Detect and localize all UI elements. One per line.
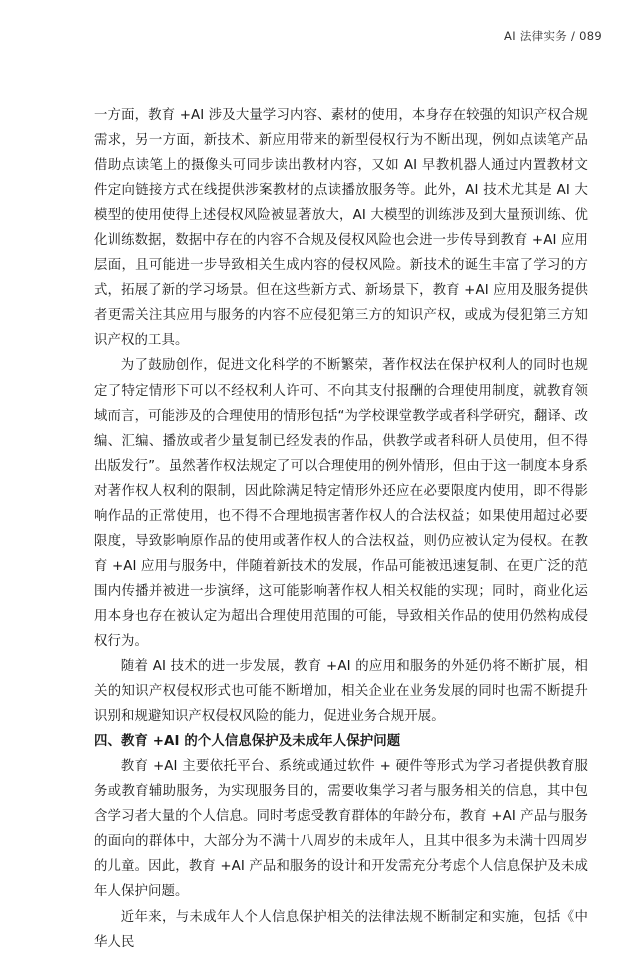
paragraph-personal-info: 教育 +AI 主要依托平台、系统或通过软件 + 硬件等形式为学习者提供教育服务或教育辅助服务，为实现服务目的，需要收集学习者与服务相关的信息，其中包含学习者大量的个人信息。同时考虑受教育群体的年龄分布，教育 +AI 产品与服务的面向的群体中，大部分为不满十八周岁的未成年人，且其中很多为未满十四周岁的儿童。因此，教育 +AI 产品和服务的设计和开发需充分考虑个人信息保护及未成年人保护问题。 [94, 759, 588, 900]
running-header: AI 法律实务 / 089 [504, 29, 602, 43]
paragraph-fair-use: 为了鼓励创作，促进文化科学的不断繁荣，著作权法在保护权利人的同时也规定了特定情形下可以不经权利人许可、不向其支付报酬的合理使用制度，就教育领域而言，可能涉及的合理使用的情形包括“为学校课堂教学或者科学研究，翻译、改编、汇编、播放或者少量复制已经发表的作品，供教学或者科研人员使用，但不得出版发行”。虽然著作权法规定了可以合理使用的例外情形，但由于这一制度本身系对著作权人权利的限制，因此除满足特定情形外还应在必要限度内使用，即不得影响作品的正常使用，也不得不合理地损害著作权人的合法权益；如果使用超过必要限度，导致影响原作品的使用或著作权人的合法权益，则仍应被认定为侵权。在教育 +AI 应用与服务中，伴随着新技术的发展，作品可能被迅速复制、在更广泛的范围内传播并被进一步演绎，这可能影响著作权人相关权能的实现；同时，商业化运用本身也存在被认定为超出合理使用范围的可能，导致相关作品的使用仍然构成侵权行为。 [94, 358, 588, 649]
paragraph-laws: 近年来，与未成年人个人信息保护相关的法律法规不断制定和实施，包括《中华人民 [94, 909, 588, 950]
section-heading: 四、教育 +AI 的个人信息保护及未成年人保护问题 [94, 734, 401, 750]
paragraph-ip-risk: 一方面，教育 +AI 涉及大量学习内容、素材的使用，本身存在较强的知识产权合规需求，另一方面，新技术、新应用带来的新型侵权行为不断出现，例如点读笔产品借助点读笔上的摄像头可同步读出教材内容，又如 AI 早教机器人通过内置教材文件定向链接方式在线提供涉案教材的点读播放服务等。此外，AI 技术尤其是 AI 大模型的使用使得上述侵权风险被显著放大，AI 大模型的训练涉及到大量预训练、优化训练数据，数据中存在的内容不合规及侵权风险也会进一步传导到教育 +AI 应用层面，且可能进一步导致相关生成内容的侵权风险。新技术的诞生丰富了学习的方式，拓展了新的学习场景。但在这些新方式、新场景下，教育 +AI 应用及服务提供者更需关注其应用与服务的内容不应侵犯第三方的知识产权，或成为侵犯第三方知识产权的工具。 [94, 108, 588, 349]
page-body [94, 103, 588, 955]
paragraph-ai-expansion: 随着 AI 技术的进一步发展，教育 +AI 的应用和服务的外延仍将不断扩展，相关的知识产权侵权形式也可能不断增加，相关企业在业务发展的同时也需不断提升识别和规避知识产权侵权风险的能力，促进业务合规开展。 [94, 659, 588, 725]
